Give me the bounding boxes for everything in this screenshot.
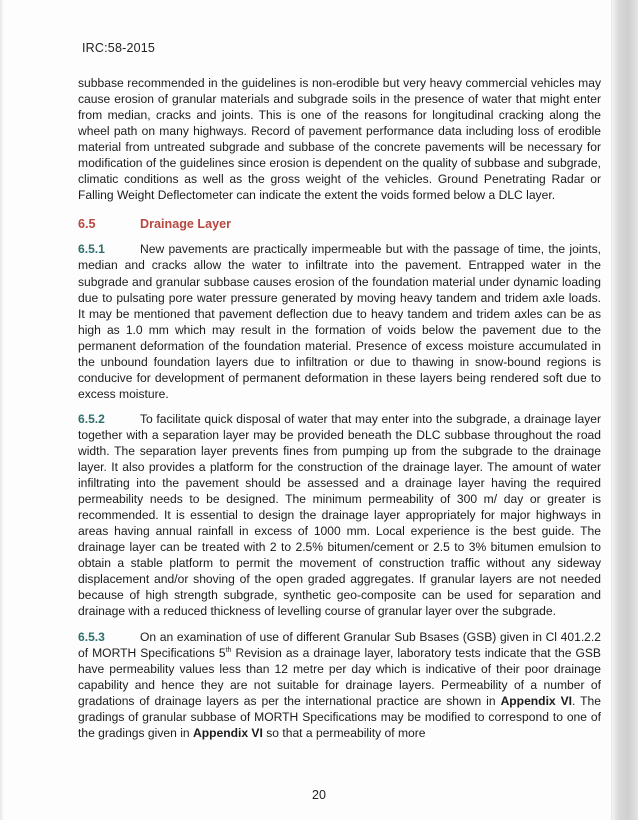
- appendix-reference: Appendix VI: [500, 693, 573, 708]
- page-left-edge: [0, 0, 4, 820]
- document-code-header: IRC:58-2015: [82, 41, 156, 55]
- paragraph-6-5-2: [78, 411, 601, 620]
- subsection-number: 6.5.3: [78, 629, 105, 644]
- page-number: 20: [312, 788, 326, 802]
- superscript-th: th: [225, 646, 232, 654]
- paragraph-text: New pavements are practically impermeable but with the passage of time, the joints, median and cracks allow the water to infiltrate into the pavement. Entrapped water in the subgrade and granular subbase causes erosion of the foundation material under dynamic loading due to pulsating pore water pressure generated by moving heavy tandem and tridem axle loads. It may be mentioned that pavement deflection due to heavy tandem and tridem axles can be as high as 1.0 mm which may result in the formation of voids below the pavement due to the permanent deformation of the foundation material. Presence of excess moisture accumulated in the unbound foundation layers due to infiltration or due to thawing in snow-bound regions is conducive for development of permanent deformation in these layers being rendered soft due to excess moisture.: [78, 242, 601, 401]
- book-spine-shadow: [611, 0, 638, 820]
- page-content: [78, 75, 601, 741]
- paragraph-6-5-3: [78, 629, 601, 741]
- section-number: 6.5: [78, 217, 96, 232]
- subsection-number: 6.5.1: [78, 242, 105, 257]
- section-heading: [78, 216, 601, 232]
- paragraph-text: To facilitate quick disposal of water that may enter into the subgrade, a drainage layer together with a separation layer may be provided beneath the DLC subbase throughout the road width. The separation layer prevents fines from pumping up from the subgrade to the drainage layer. It also provides a platform for the construction of the drainage layer. The amount of water infiltrating into the pavement should be assessed and a drainage layer having the required permeability needs to be designed. The minimum permeability of 300 m/ day or greater is recommended. It is essential to design the drainage layer appropriately for major highways in areas having annual rainfall in excess of 1000 mm. Local experience is the best guide. The drainage layer can be treated with 2 to 2.5% bitumen/cement or 2.5 to 3% bitumen emulsion to obtain a stable platform to permit the movement of construction traffic without any sideway displacement and/or shoving of the open graded aggregates. If granular layers are not needed because of high strength subgrade, synthetic geo-composite can be used for separation and drainage with a reduced thickness of levelling course of granular layer over the subgrade.: [78, 411, 601, 619]
- paragraph-6-5-1: [78, 241, 601, 401]
- intro-paragraph: subbase recommended in the guidelines is non-erodible but very heavy commercial vehicles may cause erosion of granular materials and subgrade soils in the presence of water that might enter from median, cracks and joints. This is one of the reasons for longitudinal cracking along the wheel path on many highways. Record of pavement performance data including loss of erodible material from untreated subgrade and subbase of the concrete pavements will be necessary for modification of the guidelines since erosion is dependent on the quality of subbase and subgrade, climatic conditions as well as the gross weight of the vehicles. Ground Penetrating Radar or Falling Weight Deflectometer can indicate the extent the voids formed below a DLC layer.: [78, 76, 601, 203]
- subsection-number: 6.5.2: [78, 411, 105, 426]
- paragraph-text: Revision as a drainage layer, laboratory tests indicate that the GSB have permeability values less than 12 metre per day which is indicative of their poor drainage capability and hence they are not suitable for drainage layers. Permeability of a number of gradations of drainage layers as per the international practice are shown in: [78, 645, 601, 708]
- section-title: Drainage Layer: [140, 217, 231, 232]
- appendix-reference: Appendix VI: [192, 725, 263, 740]
- paragraph-text: On an examination of use of different Granular Sub Bsases (GSB) given in Cl 401.2.2 of MORTH Specifications 5: [78, 629, 601, 660]
- paragraph-text: . The gradings of granular subbase of MORTH Specifications may be modified to correspond to one of the gradings given in: [78, 693, 601, 740]
- paragraph-text: so that a permeability of more: [262, 725, 426, 740]
